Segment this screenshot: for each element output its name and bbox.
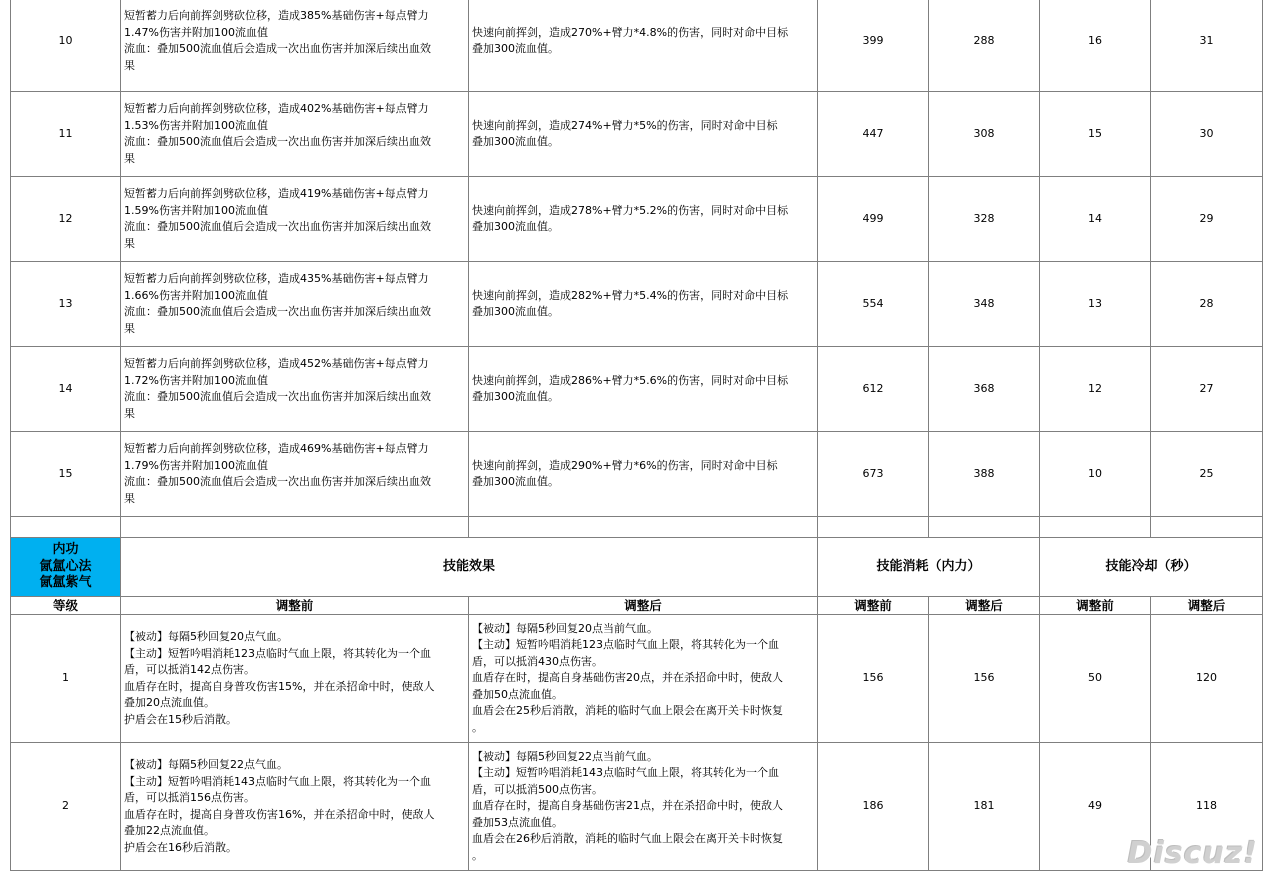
cd-before-cell: 12 [1040,347,1151,432]
cost-before-cell: 554 [818,262,929,347]
cd-after-cell: 118 [1151,743,1263,871]
level-label: 等级 [11,597,121,615]
before-text-cell: 短暂蓄力后向前挥剑劈砍位移，造成419%基础伤害+每点臂力 1.59%伤害并附加100流血值 流血：叠加500流血值后会造成一次出血伤害并加深后续出血效 果 [121,177,469,262]
cost-before-cell: 673 [818,432,929,517]
level-cell: 2 [11,743,121,871]
after-text-cell: 快速向前挥剑，造成282%+臂力*5.4%的伤害，同时对命中目标 叠加300流血值。 [469,262,818,347]
cost-after-cell: 368 [929,347,1040,432]
cost-before-cell: 186 [818,743,929,871]
cooldown-header: 技能冷却（秒） [1040,538,1263,597]
before-text-cell: 短暂蓄力后向前挥剑劈砍位移，造成385%基础伤害+每点臂力 1.47%伤害并附加100流血值 流血：叠加500流血值后会造成一次出血伤害并加深后续出血效 果 [121,0,469,92]
discuz-watermark: Discuz! [1127,836,1258,871]
effect-after-label: 调整后 [469,597,818,615]
before-text-cell: 【被动】每隔5秒回复22点气血。 【主动】短暂吟唱消耗143点临时气血上限，将其转化为一个血 盾，可以抵消156点伤害。 血盾存在时，提高自身普攻伤害16%，并在杀招命中时，使敌人 叠加22点流血值。 护盾会在16秒后消散。 [121,743,469,871]
cd-after-cell: 25 [1151,432,1263,517]
after-text-cell: 快速向前挥剑，造成290%+臂力*6%的伤害，同时对命中目标 叠加300流血值。 [469,432,818,517]
level-cell: 1 [11,615,121,743]
cd-before-cell: 15 [1040,92,1151,177]
cost-before-cell: 447 [818,92,929,177]
cost-after-label: 调整后 [929,597,1040,615]
cost-before-label: 调整前 [818,597,929,615]
cost-header: 技能消耗（内力） [818,538,1040,597]
table-row [11,0,1263,92]
category-cell: 内功 氤氲心法 氤氲紫气 [11,538,121,597]
cd-after-cell: 30 [1151,92,1263,177]
after-text-cell: 快速向前挥剑，造成278%+臂力*5.2%的伤害，同时对命中目标 叠加300流血值。 [469,177,818,262]
before-text-cell: 短暂蓄力后向前挥剑劈砍位移，造成469%基础伤害+每点臂力 1.79%伤害并附加100流血值 流血：叠加500流血值后会造成一次出血伤害并加深后续出血效 果 [121,432,469,517]
level-cell: 12 [11,177,121,262]
before-text-cell: 短暂蓄力后向前挥剑劈砍位移，造成452%基础伤害+每点臂力 1.72%伤害并附加100流血值 流血：叠加500流血值后会造成一次出血伤害并加深后续出血效 果 [121,347,469,432]
cost-before-cell: 499 [818,177,929,262]
table-row [11,615,1263,743]
after-text-cell: 快速向前挥剑，造成274%+臂力*5%的伤害，同时对命中目标 叠加300流血值。 [469,92,818,177]
cd-before-label: 调整前 [1040,597,1151,615]
cost-after-cell: 288 [929,0,1040,92]
table-row [11,262,1263,347]
before-text-cell: 【被动】每隔5秒回复20点气血。 【主动】短暂吟唱消耗123点临时气血上限，将其转化为一个血 盾，可以抵消142点伤害。 血盾存在时，提高自身普攻伤害15%，并在杀招命中时，使敌人 叠加20点流血值。 护盾会在15秒后消散。 [121,615,469,743]
cost-before-cell: 612 [818,347,929,432]
level-cell: 10 [11,0,121,92]
cost-after-cell: 388 [929,432,1040,517]
skill-table-upper [10,0,1263,538]
level-cell: 15 [11,432,121,517]
cd-after-cell: 27 [1151,347,1263,432]
level-cell: 14 [11,347,121,432]
table-row [11,743,1263,871]
table-row [11,347,1263,432]
after-text-cell: 【被动】每隔5秒回复22点当前气血。 【主动】短暂吟唱消耗143点临时气血上限，将其转化为一个血 盾，可以抵消500点伤害。 血盾存在时，提高自身基础伤害21点，并在杀招命中时，使敌人 叠加53点流血值。 血盾会在26秒后消散，消耗的临时气血上限会在离开关卡时恢复 。 [469,743,818,871]
cost-before-cell: 156 [818,615,929,743]
cd-before-cell: 16 [1040,0,1151,92]
skill-table-neigong [10,537,1263,871]
before-text-cell: 短暂蓄力后向前挥剑劈砍位移，造成402%基础伤害+每点臂力 1.53%伤害并附加100流血值 流血：叠加500流血值后会造成一次出血伤害并加深后续出血效 果 [121,92,469,177]
effect-before-label: 调整前 [121,597,469,615]
cd-before-cell: 49 [1040,743,1151,871]
table-row [11,432,1263,517]
cost-before-cell: 399 [818,0,929,92]
cd-before-cell: 50 [1040,615,1151,743]
spacer-row [11,517,1263,538]
after-text-cell: 快速向前挥剑，造成286%+臂力*5.6%的伤害，同时对命中目标 叠加300流血值。 [469,347,818,432]
cost-after-cell: 308 [929,92,1040,177]
table-row [11,177,1263,262]
cd-before-cell: 13 [1040,262,1151,347]
cost-after-cell: 156 [929,615,1040,743]
cd-before-cell: 14 [1040,177,1151,262]
after-text-cell: 【被动】每隔5秒回复20点当前气血。 【主动】短暂吟唱消耗123点临时气血上限，将其转化为一个血 盾，可以抵消430点伤害。 血盾存在时，提高自身基础伤害20点，并在杀招命中时，使敌人 叠加50点流血值。 血盾会在25秒后消散，消耗的临时气血上限会在离开关卡时恢复 。 [469,615,818,743]
before-text-cell: 短暂蓄力后向前挥剑劈砍位移，造成435%基础伤害+每点臂力 1.66%伤害并附加100流血值 流血：叠加500流血值后会造成一次出血伤害并加深后续出血效 果 [121,262,469,347]
cost-after-cell: 181 [929,743,1040,871]
cd-after-cell: 28 [1151,262,1263,347]
after-text-cell: 快速向前挥剑，造成270%+臂力*4.8%的伤害，同时对命中目标 叠加300流血值。 [469,0,818,92]
cost-after-cell: 348 [929,262,1040,347]
effect-header: 技能效果 [121,538,818,597]
table-row [11,92,1263,177]
level-cell: 11 [11,92,121,177]
cd-after-label: 调整后 [1151,597,1263,615]
level-cell: 13 [11,262,121,347]
cd-after-cell: 31 [1151,0,1263,92]
cd-after-cell: 29 [1151,177,1263,262]
cost-after-cell: 328 [929,177,1040,262]
cd-after-cell: 120 [1151,615,1263,743]
cd-before-cell: 10 [1040,432,1151,517]
